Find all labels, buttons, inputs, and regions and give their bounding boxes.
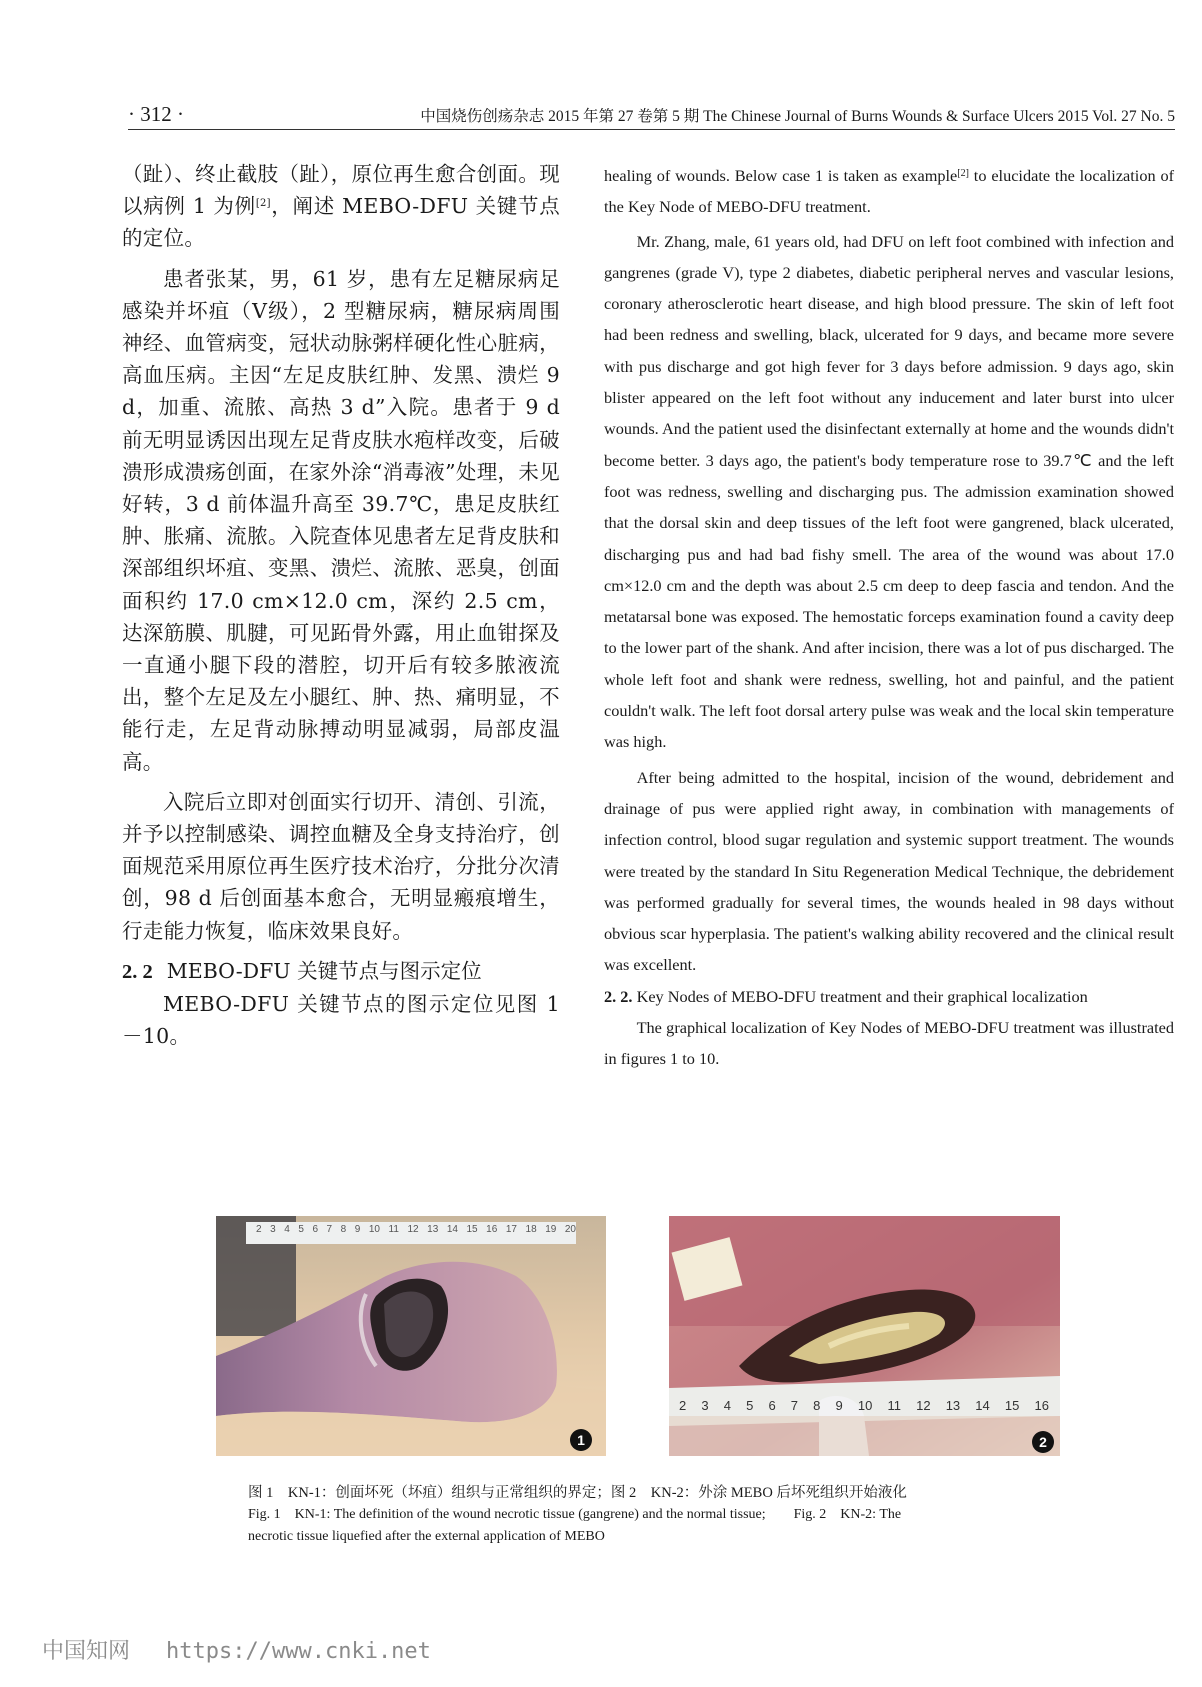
cn-paragraph-1 [122,158,560,255]
cn-section-number: 2. 2 [122,960,153,983]
figure-2-ruler-labels [679,1398,1049,1413]
ruler-tick-label: 15 [1004,1398,1020,1413]
ruler-tick-label: 7 [326,1224,333,1235]
journal-title: 中国烧伤创疡杂志 2015 年第 27 卷第 5 期 The Chinese Journal of Burns Wounds & Surface Ulcers 2015 Vol. 27 No. 5 [420,108,1175,125]
cn-section-title: MEBO-DFU 关键节点与图示定位 [166,958,482,983]
ruler-tick-label: 8 [340,1224,347,1235]
footer-url[interactable]: https://www.cnki.net [166,1639,431,1664]
ruler-tick-label: 7 [790,1398,799,1413]
ruler-tick-label: 9 [835,1398,843,1413]
ruler-tick-label: 10 [857,1398,873,1413]
caption-english-line-2: necrotic tissue liquefied after the external application of MEBO [248,1529,605,1544]
ruler-tick-label: 14 [975,1398,990,1413]
chinese-column [122,158,560,1052]
ruler-tick-label: 16 [1034,1398,1049,1413]
figure-1-photo [216,1216,606,1456]
ruler-tick-label: 2 [679,1398,687,1413]
en-paragraph-1 [604,160,1174,223]
ruler-tick-label: 18 [525,1224,537,1235]
en-p1-text-a: healing of wounds. Below case 1 is taken as example [604,166,958,185]
en-section-title: Key Nodes of MEBO-DFU treatment and their graphical localization [636,986,1088,1006]
ruler-tick-label: 4 [284,1224,290,1235]
en-p1-text-b: to elucidate the localization of the Key Node of MEBO-DFU treatment. [604,166,1175,217]
cn-citation-ref[interactable]: [2] [255,198,271,210]
ruler-tick-label: 3 [270,1224,276,1235]
ruler-tick-label: 11 [887,1398,901,1413]
ruler-tick-label: 20 [564,1224,576,1235]
en-citation-ref[interactable]: [2] [957,168,969,179]
figure-2-photo [669,1216,1060,1456]
ruler-tick-label: 19 [545,1224,557,1235]
ruler-tick-label: 6 [768,1398,776,1413]
page-header [128,100,1175,130]
footer-watermark [42,1634,431,1665]
en-section-number: 2. 2. [604,986,633,1006]
ruler-tick-label: 12 [407,1224,419,1235]
cn-p1-text-a: （趾）、终止截肢（趾），原位再生愈合创面。现以病例 1 为例 [122,162,560,219]
page-number: · 312 · [128,102,184,126]
ruler-tick-label: 2 [256,1224,262,1235]
caption-chinese: 图 1 KN-1：创面坏死（坏疽）组织与正常组织的界定；图 2 KN-2：外涂 MEBO 后坏死组织开始液化 [248,1485,907,1501]
en-paragraph-4: The graphical localization of Key Nodes of MEBO-DFU treatment was illustrated in figures 1 to 10. [604,1017,1174,1069]
ruler-tick-label: 4 [723,1398,731,1413]
cn-section-heading [122,955,560,988]
en-paragraph-2: Mr. Zhang, male, 61 years old, had DFU on left foot combined with infection and gangrenes (grade V), type 2 diabetes, diabetic peripheral nerves and vascular lesions, coronary atherosclerotic heart disease, and high blood pressure. The skin of left foot had been redness and swelling, black, ulcerated for 9 days, and became more severe with pus discharge and got high fever for 3 days before admission. 9 days ago, skin blister appeared on the left foot without any inducement and later burst into ulcer wounds. And the patient used the disinfectant externally at home and the wounds didn't become better. 3 days ago, the patient's body temperature rose to 39.7℃ and the left foot was redness, swelling and discharging pus. The admission examination showed that the dorsal skin and deep tissues of the left foot were gangrened, black ulcerated, discharging pus and had bad fishy smell. The area of the wound was about 17.0 cm×12.0 cm and the depth was about 2.5 cm deep to deep fascia and tendon. And the metatarsal bone was exposed. The hemostatic forceps examination found a cavity deep to the lower part of the shank. And after incision, there was a lot of pus discharged. The whole left foot and shank were redness, swelling, hot and painful, and the patient couldn't walk. The left foot dorsal artery pulse was weak and the local skin temperature was high. [604,231,1174,752]
ruler-tick-label: 8 [813,1398,821,1413]
figure-2-badge: 2 [1039,1434,1047,1450]
figure-1-ruler-labels [256,1224,576,1235]
caption-english-line-1: Fig. 1 KN-1: The definition of the wound necrotic tissue (gangrene) and the normal tissue; Fig. 2 KN-2: The [248,1507,902,1522]
ruler-tick-label: 12 [916,1398,931,1413]
footer-brand: 中国知网 [42,1639,131,1664]
ruler-tick-label: 9 [354,1224,361,1235]
ruler-tick-label: 13 [945,1398,961,1413]
cn-paragraph-2: 患者张某，男，61 岁，患有左足糖尿病足感染并坏疽（Ⅴ级），2 型糖尿病，糖尿病周围神经、血管病变，冠状动脉粥样硬化性心脏病，高血压病。主因“左足皮肤红肿、发黑、溃烂 9 d，加重、流脓、高热 3 d”入院。患者于 9 d 前无明显诱因出现左足背皮肤水疱样改变，后破溃形成溃疡创面，在家外涂“消毒液”处理，未见好转，3 d 前体温升高至 39.7℃，患足皮肤红肿、胀痛、流脓。入院查体见患者左足背皮肤和深部组织坏疽、变黑、溃烂、流脓、恶臭，创面面积约 17.0 cm×12.0 cm，深约 2.5 cm，达深筋膜、肌腱，可见跖骨外露，用止血钳探及一直通小腿下段的潜腔，切开后有较多脓液流出，整个左足及左小腿红、肿、热、痛明显，不能行走，左足背动脉搏动明显减弱，局部皮温高。 [122,266,560,774]
english-column [604,160,1174,1074]
ruler-tick-label: 15 [466,1224,478,1235]
figure-1-badge: 1 [577,1432,585,1448]
ruler-tick-label: 5 [746,1398,754,1413]
en-paragraph-3: After being admitted to the hospital, incision of the wound, debridement and drainage of pus were applied right away, in combination with managements of infection control, blood sugar regulation and systemic support treatment. The wounds were treated by the standard In Situ Regeneration Medical Technique, the debridement was performed gradually for several times, the wounds healed in 98 days without obvious scar hyperplasia. The patient's walking ability recovered and the clinical result was excellent. [604,767,1174,975]
cn-p1-text-b: ，阐述 MEBO-DFU 关键节点的定位。 [122,194,560,251]
ruler-tick-label: 3 [701,1398,709,1413]
ruler-tick-label: 16 [486,1224,498,1235]
ruler-tick-label: 10 [368,1224,380,1235]
ruler-tick-label: 6 [312,1224,318,1235]
ruler-tick-label: 14 [446,1224,458,1235]
ruler-tick-label: 11 [388,1224,399,1235]
cn-paragraph-4: MEBO-DFU 关键节点的图示定位见图 1－10。 [122,991,560,1049]
ruler-tick-label: 5 [298,1224,304,1235]
en-section-heading [604,981,1174,1012]
ruler-tick-label: 13 [427,1224,439,1235]
figure-caption [248,1482,1048,1548]
cn-paragraph-3: 入院后立即对创面实行切开、清创、引流，并予以控制感染、调控血糖及全身支持治疗，创面规范采用原位再生医疗技术治疗，分批分次清创，98 d 后创面基本愈合，无明显瘢痕增生，行走能力恢复，临床效果良好。 [122,789,560,943]
ruler-tick-label: 17 [505,1224,517,1235]
header-rule [128,129,1175,130]
